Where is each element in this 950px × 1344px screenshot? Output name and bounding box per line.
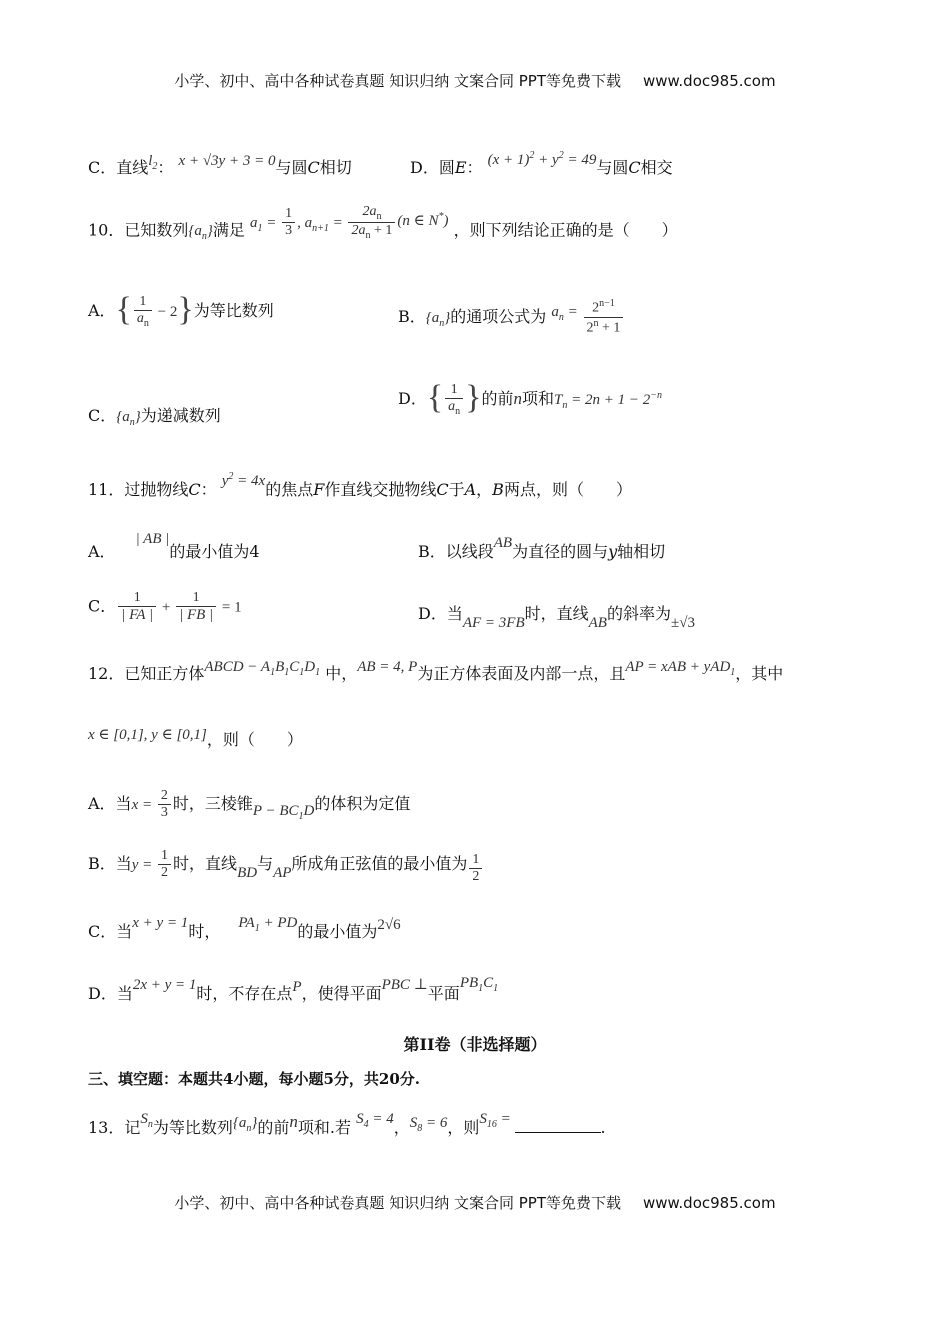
q9-option-d[interactable]: D．圆E： $(x + 1)^2 + y^2 = 49$与圆C相交 [410,150,673,177]
footer-text: 小学、初中、高中各种试卷真题 知识归纳 文案合同 PPT等免费下载 [174,1194,621,1212]
q13-stem: 13．记$S_n$为等比数列$\{a_n\}$的前n项和.若 $S_4 = 4$，$S_8 = 6$，则$S_{16}$ = . [88,1111,606,1137]
section-title: 第II卷（非选择题） [403,1035,547,1054]
q11-option-d[interactable]: D．当AF = 3FB时，直线AB的斜率为±√3 [418,604,695,631]
q12-stem-2: x ∈ [0,1], y ∈ [0,1]，则（ ） [88,727,303,749]
q11-option-b[interactable]: B．以线段AB为直径的圆与y轴相切 [418,535,666,561]
q10-option-a[interactable]: A．{ $\frac{1}{a_n}$ − 2}为等比数列 [88,290,274,329]
page-footer [0,1192,950,1213]
q10-option-d[interactable]: D．{ $\frac{1}{a_n}$ }的前n项和$T_n = 2n + 1 - 2^{-n}$ [398,378,662,417]
q12-option-d[interactable]: D．当2x + y = 1时，不存在点P，使得平面PBC ⊥平面$PB_1C_1$ [88,975,499,1003]
q10-stem: 10．已知数列$\{a_n\}$满足 $a_1$ = $\frac{1}{3}$ , $a_{n+1}$ = $\frac{2a_n}{2a_n + 1}$ (n ∈ N*) ，则下列结论正确的是（ ） [88,204,678,243]
q12-stem: 12．已知正方体ABCD − $A_1B_1C_1D_1$ 中，AB = 4, P为正方体表面及内部一点，且AP = xAB + yAD$_1$，其中 [88,659,784,683]
section-subtitle: 三、填空题：本题共4小题，每小题5分，共20分. [88,1070,420,1088]
page-header [0,70,950,91]
q11-option-c[interactable]: C． $\frac{1}{| FA |}$ + $\frac{1}{| FB |}$ = 1 [88,590,242,624]
option-label: D．圆 [410,158,455,177]
q9-option-c[interactable]: C．直线$l_2$： x + √3y + 3 = 0与圆C相切 [88,153,352,177]
footer-url[interactable]: www.doc985.com [642,1194,776,1212]
option-label: C．直线 [88,158,149,177]
q10-option-c[interactable]: C．$\{a_n\}$为递减数列 [88,406,221,428]
q11-stem: 11．过抛物线C： $y^2 = 4x$的焦点F作直线交抛物线C于A，B两点，则（ ） [88,471,632,499]
q12-option-c[interactable]: C．当x + y = 1时， $PA_1$ + PD的最小值为2√6 [88,915,401,941]
q12-option-a[interactable]: A．当x = $\frac{2}{3}$ 时，三棱锥$P - BC_1D$的体积为定值 [88,788,411,823]
q10-option-b[interactable]: B．$\{a_n\}$的通项公式为 $a_n$ = $\frac{2^{n-1}}{2^n + 1}$ [398,298,625,337]
q12-option-b[interactable]: B．当y = $\frac{1}{2}$ 时，直线BD与AP所成角正弦值的最小值为 $\frac{1}{2}$ [88,848,484,881]
answer-blank[interactable] [515,1118,601,1133]
q11-option-a[interactable]: A．| AB |的最小值为4 [88,531,260,561]
header-text: 小学、初中、高中各种试卷真题 知识归纳 文案合同 PPT等免费下载 [174,72,621,90]
header-url[interactable]: www.doc985.com [642,72,776,90]
